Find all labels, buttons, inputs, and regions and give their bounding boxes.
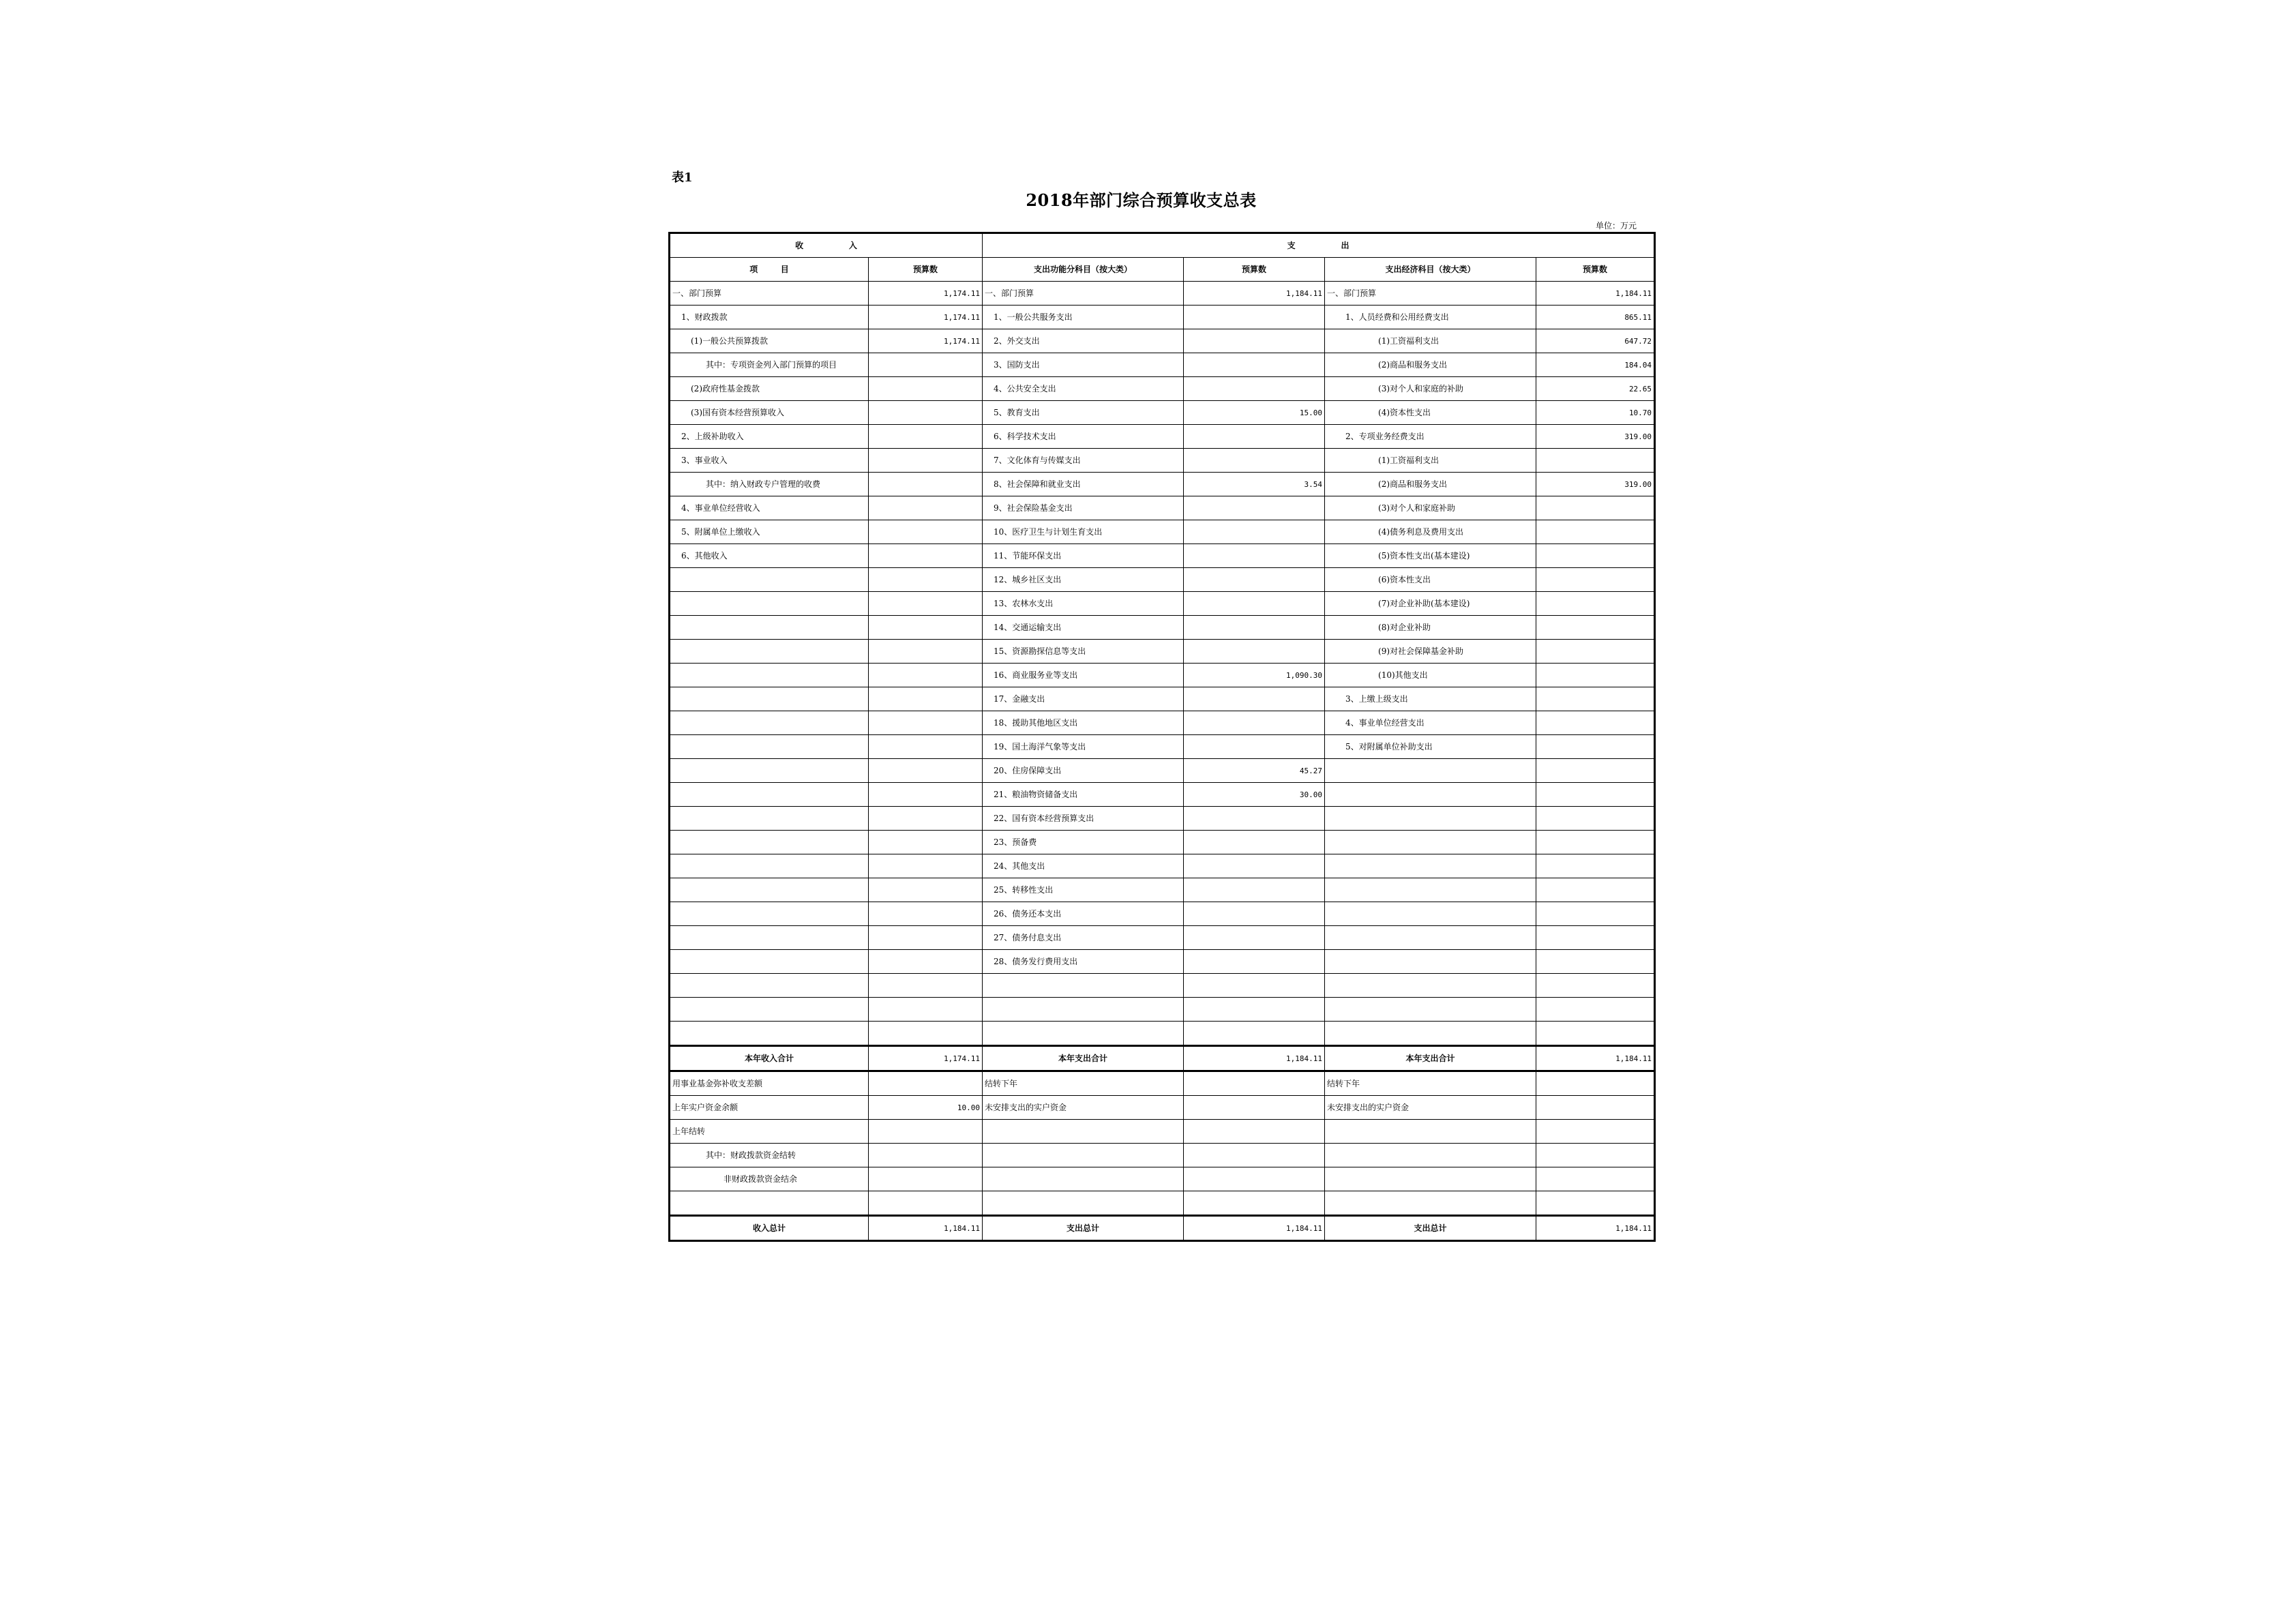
budget-value-cell: [1536, 520, 1655, 544]
budget-value-cell: [1536, 496, 1655, 520]
item-label-cell: [670, 1022, 869, 1046]
item-label-cell: 3、事业收入: [670, 449, 869, 473]
budget-value-cell: [1184, 1191, 1325, 1216]
budget-value-cell: [1184, 592, 1325, 616]
item-label-cell: 结转下年: [1325, 1071, 1536, 1096]
budget-value-cell: [1184, 544, 1325, 568]
item-label-cell: 5、教育支出: [983, 401, 1184, 425]
budget-value-cell: [1184, 377, 1325, 401]
item-label-cell: 2、上级补助收入: [670, 425, 869, 449]
item-label-cell: 其中：财政拨款资金结转: [670, 1144, 869, 1167]
col-header-income-budget: 预算数: [869, 258, 983, 282]
item-label-cell: 28、债务发行费用支出: [983, 950, 1184, 974]
budget-value-cell: [1536, 687, 1655, 711]
table-row: [670, 377, 1655, 401]
budget-value-cell: [1184, 496, 1325, 520]
budget-value-cell: [869, 783, 983, 807]
item-label-cell: (9)对社会保障基金补助: [1325, 640, 1536, 664]
item-label-cell: 26、债务还本支出: [983, 902, 1184, 926]
item-label-cell: 3、国防支出: [983, 353, 1184, 377]
item-label-cell: (7)对企业补助(基本建设): [1325, 592, 1536, 616]
item-label-cell: [1325, 950, 1536, 974]
item-label-cell: [983, 1144, 1184, 1167]
table-row: [670, 544, 1655, 568]
item-label-cell: [1325, 1022, 1536, 1046]
table-row: [670, 902, 1655, 926]
budget-value-cell: [1536, 783, 1655, 807]
table-row: [670, 1167, 1655, 1191]
item-label-cell: 27、债务付息支出: [983, 926, 1184, 950]
budget-value-cell: [1536, 831, 1655, 854]
table-row: [670, 711, 1655, 735]
budget-value-cell: [869, 735, 983, 759]
item-label-cell: [670, 998, 869, 1022]
item-label-cell: 用事业基金弥补收支差额: [670, 1071, 869, 1096]
budget-value-cell: [869, 687, 983, 711]
item-label-cell: 4、公共安全支出: [983, 377, 1184, 401]
budget-value-cell: [1536, 568, 1655, 592]
item-label-cell: 14、交通运输支出: [983, 616, 1184, 640]
item-label-cell: 12、城乡社区支出: [983, 568, 1184, 592]
item-label-cell: (8)对企业补助: [1325, 616, 1536, 640]
item-label-cell: (4)资本性支出: [1325, 401, 1536, 425]
table-row: [670, 687, 1655, 711]
col-header-func: 支出功能分科目（按大类）: [983, 258, 1184, 282]
item-label-cell: 25、转移性支出: [983, 878, 1184, 902]
table-row: [670, 616, 1655, 640]
group-header-row: [670, 233, 1655, 258]
budget-value-cell: [869, 377, 983, 401]
item-label-cell: [1325, 783, 1536, 807]
budget-value-cell: [1536, 926, 1655, 950]
budget-value-cell: 1,090.30: [1184, 664, 1325, 687]
item-label-cell: 10、医疗卫生与计划生育支出: [983, 520, 1184, 544]
item-label-cell: 一、部门预算: [983, 282, 1184, 306]
item-label-cell: 1、人员经费和公用经费支出: [1325, 306, 1536, 329]
item-label-cell: 6、科学技术支出: [983, 425, 1184, 449]
budget-value-cell: 10.70: [1536, 401, 1655, 425]
budget-value-cell: [1184, 1022, 1325, 1046]
budget-value-cell: [1184, 353, 1325, 377]
table-row: [670, 640, 1655, 664]
budget-value-cell: [1184, 1167, 1325, 1191]
table-row: [670, 926, 1655, 950]
budget-value-cell: [869, 568, 983, 592]
item-label-cell: 本年支出合计: [1325, 1046, 1536, 1071]
budget-value-cell: [869, 592, 983, 616]
item-label-cell: [670, 592, 869, 616]
budget-value-cell: [1184, 831, 1325, 854]
budget-value-cell: [1536, 640, 1655, 664]
budget-value-cell: [869, 496, 983, 520]
budget-value-cell: [869, 1167, 983, 1191]
table-row: [670, 735, 1655, 759]
table-row: [670, 998, 1655, 1022]
table-row: [670, 520, 1655, 544]
item-label-cell: [1325, 807, 1536, 831]
item-label-cell: 13、农林水支出: [983, 592, 1184, 616]
item-label-cell: 支出总计: [983, 1216, 1184, 1241]
item-label-cell: [1325, 831, 1536, 854]
item-label-cell: 1、一般公共服务支出: [983, 306, 1184, 329]
table-row: [670, 282, 1655, 306]
table-row: [670, 1096, 1655, 1120]
unit-label: 单位：万元: [1596, 221, 1637, 230]
budget-value-cell: [1184, 1120, 1325, 1144]
item-label-cell: [670, 568, 869, 592]
item-label-cell: (2)商品和服务支出: [1325, 473, 1536, 496]
budget-value-cell: [1184, 854, 1325, 878]
budget-value-cell: [1184, 306, 1325, 329]
budget-value-cell: [869, 425, 983, 449]
budget-value-cell: 1,184.11: [1536, 1046, 1655, 1071]
budget-value-cell: [1536, 974, 1655, 998]
budget-value-cell: [1536, 711, 1655, 735]
item-label-cell: [983, 998, 1184, 1022]
budget-value-cell: [1536, 1167, 1655, 1191]
item-label-cell: 24、其他支出: [983, 854, 1184, 878]
item-label-cell: 1、财政拨款: [670, 306, 869, 329]
budget-value-cell: [869, 544, 983, 568]
item-label-cell: 7、文化体育与传媒支出: [983, 449, 1184, 473]
item-label-cell: [670, 831, 869, 854]
budget-value-cell: [1184, 616, 1325, 640]
item-label-cell: 非财政拨款资金结余: [670, 1167, 869, 1191]
item-label-cell: 其中：纳入财政专户管理的收费: [670, 473, 869, 496]
item-label-cell: 支出总计: [1325, 1216, 1536, 1241]
table-row: [670, 664, 1655, 687]
budget-value-cell: [1536, 1191, 1655, 1216]
item-label-cell: 5、对附属单位补助支出: [1325, 735, 1536, 759]
table-row: [670, 473, 1655, 496]
table-row: [670, 1144, 1655, 1167]
budget-value-cell: 1,184.11: [869, 1216, 983, 1241]
item-label-cell: [983, 1120, 1184, 1144]
column-header-row: [670, 258, 1655, 282]
item-label-cell: [983, 1167, 1184, 1191]
budget-value-cell: [869, 1191, 983, 1216]
table-row: [670, 401, 1655, 425]
item-label-cell: [1325, 1144, 1536, 1167]
budget-value-cell: [1536, 664, 1655, 687]
budget-value-cell: [869, 1071, 983, 1096]
budget-value-cell: [869, 449, 983, 473]
item-label-cell: 8、社会保障和就业支出: [983, 473, 1184, 496]
budget-value-cell: 319.00: [1536, 473, 1655, 496]
table-row: [670, 1120, 1655, 1144]
budget-value-cell: 1,174.11: [869, 306, 983, 329]
budget-value-cell: [1184, 425, 1325, 449]
budget-value-cell: [1536, 1022, 1655, 1046]
table-row: [670, 496, 1655, 520]
budget-value-cell: [1184, 902, 1325, 926]
budget-value-cell: [1184, 687, 1325, 711]
item-label-cell: 9、社会保险基金支出: [983, 496, 1184, 520]
item-label-cell: 15、资源勘探信息等支出: [983, 640, 1184, 664]
budget-value-cell: 184.04: [1536, 353, 1655, 377]
item-label-cell: 其中：专项资金列入部门预算的项目: [670, 353, 869, 377]
budget-value-cell: [869, 854, 983, 878]
budget-summary-table: [668, 232, 1656, 1242]
budget-value-cell: [1184, 974, 1325, 998]
item-label-cell: (3)对个人和家庭的补助: [1325, 377, 1536, 401]
budget-value-cell: [869, 902, 983, 926]
item-label-cell: 20、住房保障支出: [983, 759, 1184, 783]
item-label-cell: [1325, 1191, 1536, 1216]
item-label-cell: 4、事业单位经营收入: [670, 496, 869, 520]
budget-value-cell: [869, 353, 983, 377]
budget-value-cell: [869, 616, 983, 640]
budget-value-cell: [1184, 449, 1325, 473]
table-label: 表1: [672, 170, 693, 185]
budget-value-cell: 1,184.11: [1184, 1216, 1325, 1241]
budget-value-cell: [869, 950, 983, 974]
item-label-cell: (10)其他支出: [1325, 664, 1536, 687]
budget-value-cell: 865.11: [1536, 306, 1655, 329]
budget-value-cell: [1536, 592, 1655, 616]
item-label-cell: 结转下年: [983, 1071, 1184, 1096]
budget-value-cell: 1,184.11: [1536, 1216, 1655, 1241]
item-label-cell: [670, 1191, 869, 1216]
item-label-cell: 上年实户资金余额: [670, 1096, 869, 1120]
col-header-econ-budget: 预算数: [1536, 258, 1655, 282]
budget-value-cell: 45.27: [1184, 759, 1325, 783]
budget-value-cell: [1184, 1096, 1325, 1120]
table-row: [670, 854, 1655, 878]
budget-value-cell: [869, 831, 983, 854]
budget-value-cell: [1184, 950, 1325, 974]
item-label-cell: [670, 974, 869, 998]
budget-value-cell: 10.00: [869, 1096, 983, 1120]
budget-value-cell: 22.65: [1536, 377, 1655, 401]
budget-value-cell: [869, 998, 983, 1022]
item-label-cell: (3)对个人和家庭补助: [1325, 496, 1536, 520]
budget-value-cell: 3.54: [1184, 473, 1325, 496]
budget-value-cell: [1184, 878, 1325, 902]
budget-value-cell: [1184, 329, 1325, 353]
budget-value-cell: [869, 473, 983, 496]
budget-value-cell: [1536, 544, 1655, 568]
item-label-cell: 22、国有资本经营预算支出: [983, 807, 1184, 831]
item-label-cell: 上年结转: [670, 1120, 869, 1144]
budget-value-cell: [1184, 568, 1325, 592]
table-row: [670, 306, 1655, 329]
item-label-cell: (2)商品和服务支出: [1325, 353, 1536, 377]
item-label-cell: [670, 759, 869, 783]
item-label-cell: [670, 664, 869, 687]
budget-value-cell: [869, 520, 983, 544]
budget-value-cell: [1536, 1096, 1655, 1120]
page-title: 2018年部门综合预算收支总表: [1026, 190, 1257, 210]
item-label-cell: [670, 640, 869, 664]
item-label-cell: 11、节能环保支出: [983, 544, 1184, 568]
budget-value-cell: [1536, 449, 1655, 473]
budget-value-cell: [1184, 735, 1325, 759]
item-label-cell: [670, 616, 869, 640]
item-label-cell: 一、部门预算: [1325, 282, 1536, 306]
table-row: [670, 807, 1655, 831]
budget-value-cell: [1184, 640, 1325, 664]
budget-value-cell: [869, 807, 983, 831]
item-label-cell: [1325, 854, 1536, 878]
item-label-cell: 2、专项业务经费支出: [1325, 425, 1536, 449]
item-label-cell: (5)资本性支出(基本建设): [1325, 544, 1536, 568]
item-label-cell: [1325, 1167, 1536, 1191]
budget-value-cell: [1536, 902, 1655, 926]
table-row: [670, 831, 1655, 854]
item-label-cell: [1325, 878, 1536, 902]
budget-value-cell: 1,184.11: [1184, 1046, 1325, 1071]
budget-value-cell: [869, 401, 983, 425]
item-label-cell: (1)工资福利支出: [1325, 329, 1536, 353]
budget-value-cell: [1536, 807, 1655, 831]
budget-value-cell: 1,174.11: [869, 282, 983, 306]
table-row: [670, 759, 1655, 783]
budget-value-cell: [869, 1144, 983, 1167]
table-row: [670, 353, 1655, 377]
item-label-cell: [1325, 902, 1536, 926]
item-label-cell: (1)一般公共预算拨款: [670, 329, 869, 353]
table-row: [670, 878, 1655, 902]
item-label-cell: [1325, 998, 1536, 1022]
item-label-cell: 21、粮油物资储备支出: [983, 783, 1184, 807]
budget-value-cell: [1536, 950, 1655, 974]
budget-value-cell: 15.00: [1184, 401, 1325, 425]
item-label-cell: 收入总计: [670, 1216, 869, 1241]
col-header-func-budget: 预算数: [1184, 258, 1325, 282]
item-label-cell: 23、预备费: [983, 831, 1184, 854]
table-row: [670, 1071, 1655, 1096]
budget-value-cell: [1536, 1120, 1655, 1144]
budget-value-cell: [1184, 1144, 1325, 1167]
table-row: [670, 329, 1655, 353]
budget-value-cell: 319.00: [1536, 425, 1655, 449]
item-label-cell: 本年支出合计: [983, 1046, 1184, 1071]
budget-value-cell: [869, 711, 983, 735]
table-row: [670, 449, 1655, 473]
budget-value-cell: [1536, 998, 1655, 1022]
item-label-cell: (1)工资福利支出: [1325, 449, 1536, 473]
item-label-cell: 一、部门预算: [670, 282, 869, 306]
budget-value-cell: [1184, 807, 1325, 831]
item-label-cell: 未安排支出的实户资金: [983, 1096, 1184, 1120]
item-label-cell: (3)国有资本经营预算收入: [670, 401, 869, 425]
budget-value-cell: [869, 664, 983, 687]
item-label-cell: [983, 1191, 1184, 1216]
table-row: [670, 974, 1655, 998]
item-label-cell: [670, 687, 869, 711]
budget-value-cell: [869, 926, 983, 950]
budget-value-cell: [1184, 520, 1325, 544]
item-label-cell: [670, 878, 869, 902]
col-header-econ: 支出经济科目（按大类）: [1325, 258, 1536, 282]
item-label-cell: [983, 1022, 1184, 1046]
item-label-cell: (2)政府性基金拨款: [670, 377, 869, 401]
item-label-cell: (6)资本性支出: [1325, 568, 1536, 592]
col-header-item: 项 目: [670, 258, 869, 282]
table-row: [670, 592, 1655, 616]
item-label-cell: [670, 926, 869, 950]
item-label-cell: 4、事业单位经营支出: [1325, 711, 1536, 735]
budget-value-cell: [869, 640, 983, 664]
table-row: [670, 1191, 1655, 1216]
table-row: [670, 950, 1655, 974]
item-label-cell: [670, 735, 869, 759]
budget-value-cell: 1,174.11: [869, 329, 983, 353]
budget-value-cell: [1536, 854, 1655, 878]
item-label-cell: [1325, 974, 1536, 998]
item-label-cell: [670, 711, 869, 735]
table-row: [670, 568, 1655, 592]
budget-value-cell: [869, 1022, 983, 1046]
item-label-cell: [983, 974, 1184, 998]
item-label-cell: 5、附属单位上缴收入: [670, 520, 869, 544]
budget-value-cell: 1,174.11: [869, 1046, 983, 1071]
item-label-cell: 3、上缴上级支出: [1325, 687, 1536, 711]
item-label-cell: 2、外交支出: [983, 329, 1184, 353]
table-row: [670, 425, 1655, 449]
budget-value-cell: [869, 759, 983, 783]
budget-value-cell: [1536, 1071, 1655, 1096]
budget-value-cell: [1536, 735, 1655, 759]
budget-value-cell: 647.72: [1536, 329, 1655, 353]
income-group-header: 收 入: [670, 233, 983, 258]
budget-value-cell: [1536, 616, 1655, 640]
budget-value-cell: [1184, 1071, 1325, 1096]
budget-value-cell: [869, 878, 983, 902]
item-label-cell: [670, 950, 869, 974]
budget-value-cell: [1536, 759, 1655, 783]
item-label-cell: 18、援助其他地区支出: [983, 711, 1184, 735]
item-label-cell: [1325, 926, 1536, 950]
budget-value-cell: 1,184.11: [1184, 282, 1325, 306]
item-label-cell: [670, 854, 869, 878]
item-label-cell: [670, 807, 869, 831]
budget-value-cell: [1536, 878, 1655, 902]
budget-value-cell: 1,184.11: [1536, 282, 1655, 306]
item-label-cell: 未安排支出的实户资金: [1325, 1096, 1536, 1120]
budget-value-cell: [1184, 711, 1325, 735]
item-label-cell: 本年收入合计: [670, 1046, 869, 1071]
item-label-cell: [670, 902, 869, 926]
grand-total-row: [670, 1216, 1655, 1241]
year-total-row: [670, 1046, 1655, 1071]
table-row: [670, 1022, 1655, 1046]
item-label-cell: [1325, 759, 1536, 783]
expense-group-header: 支 出: [983, 233, 1655, 258]
item-label-cell: 16、商业服务业等支出: [983, 664, 1184, 687]
item-label-cell: 17、金融支出: [983, 687, 1184, 711]
item-label-cell: [1325, 1120, 1536, 1144]
item-label-cell: (4)债务利息及费用支出: [1325, 520, 1536, 544]
budget-value-cell: [1184, 998, 1325, 1022]
table-row: [670, 783, 1655, 807]
item-label-cell: [670, 783, 869, 807]
item-label-cell: 6、其他收入: [670, 544, 869, 568]
item-label-cell: 19、国土海洋气象等支出: [983, 735, 1184, 759]
budget-value-cell: [1184, 926, 1325, 950]
budget-value-cell: [869, 974, 983, 998]
budget-value-cell: [1536, 1144, 1655, 1167]
budget-value-cell: 30.00: [1184, 783, 1325, 807]
budget-value-cell: [869, 1120, 983, 1144]
